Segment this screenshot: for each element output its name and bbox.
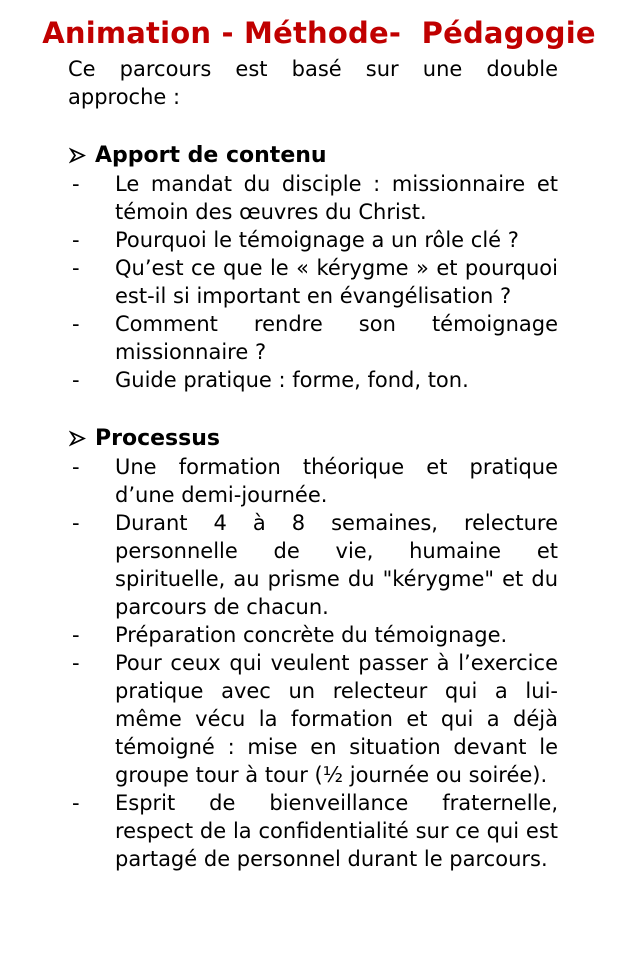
dash-bullet: -	[72, 228, 80, 252]
bullet-list	[68, 453, 558, 873]
dash-bullet: -	[72, 312, 80, 336]
bullet-list	[68, 170, 558, 394]
section-heading-row	[68, 424, 558, 453]
section-heading: Apport de contenu	[95, 143, 327, 168]
item-text: Durant 4 à 8 semaines, relecture personnelle de vie, humaine et spirituelle, au prisme du "kérygme" et du parcours de chacun.	[115, 511, 558, 619]
item-text: Esprit de bienveillance fraternelle, respect de la confidentialité sur ce qui est partagé de personnel durant le parcours.	[115, 791, 558, 871]
item-text: Qu’est ce que le « kérygme » et pourquoi est-il si important en évangélisation ?	[115, 256, 558, 308]
list-item	[68, 310, 558, 366]
list-item	[68, 789, 558, 873]
section-heading: Processus	[95, 426, 220, 451]
dash-bullet: -	[72, 172, 80, 196]
list-item	[68, 170, 558, 226]
item-text: Préparation concrète du témoignage.	[115, 623, 508, 647]
list-item	[68, 453, 558, 509]
list-item	[68, 621, 558, 649]
arrowhead-bullet-icon	[69, 147, 86, 164]
dash-bullet: -	[72, 511, 80, 535]
list-item	[68, 366, 558, 394]
item-text: Comment rendre son témoignage missionnaire ?	[115, 312, 558, 364]
item-text: Pour ceux qui veulent passer à l’exercice pratique avec un relecteur qui a lui-même vécu la formation et qui a déjà témoigné : mise en situation devant le groupe tour à tour (½ journée ou soirée).	[115, 651, 558, 787]
list-item	[68, 649, 558, 789]
list-item	[68, 226, 558, 254]
dash-bullet: -	[72, 256, 80, 280]
list-item	[68, 509, 558, 621]
dash-bullet: -	[72, 651, 80, 675]
list-item	[68, 254, 558, 310]
dash-bullet: -	[72, 623, 80, 647]
arrowhead-bullet-icon	[69, 430, 86, 447]
item-text: Guide pratique : forme, fond, ton.	[115, 368, 469, 392]
section-processus	[68, 424, 558, 873]
item-text: Le mandat du disciple : missionnaire et témoin des œuvres du Christ.	[115, 172, 558, 224]
section-apport-de-contenu	[68, 141, 558, 394]
dash-bullet: -	[72, 368, 80, 392]
section-heading-row	[68, 141, 558, 170]
intro-paragraph: Ce parcours est basé sur une double approche :	[68, 57, 558, 109]
dash-bullet: -	[72, 455, 80, 479]
item-text: Pourquoi le témoignage a un rôle clé ?	[115, 228, 519, 252]
content-column	[68, 55, 558, 873]
page-title: Animation - Méthode- Pédagogie	[42, 16, 596, 50]
item-text: Une formation théorique et pratique d’une demi-journée.	[115, 455, 558, 507]
dash-bullet: -	[72, 791, 80, 815]
